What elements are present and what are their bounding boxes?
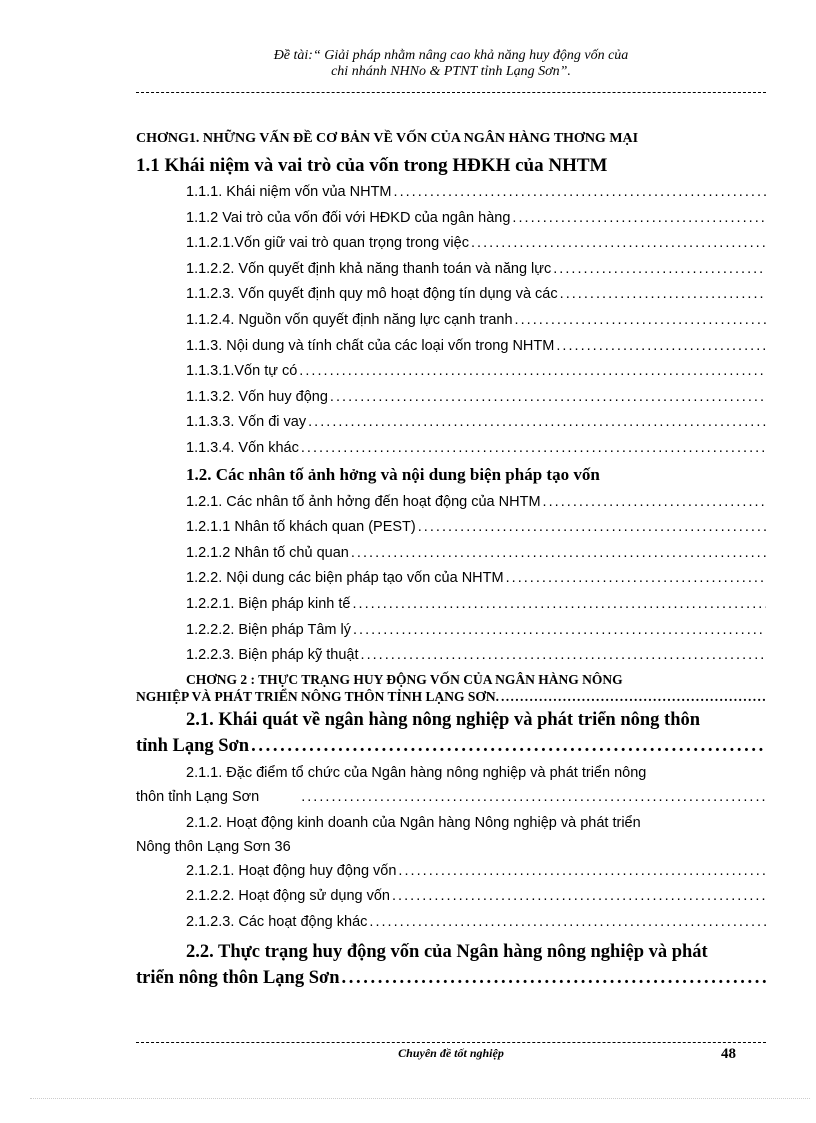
toc-entry: 2.1.2.2. Hoạt động sử dụng vốn . . . (136, 884, 766, 910)
toc-entry: 2.1.2.3. Các hoạt động khác . . . (136, 910, 766, 936)
section-1-1-heading: 1.1 Khái niệm và vai trò của vốn trong HĐKH của NHTM (136, 155, 608, 176)
header-divider (136, 92, 766, 93)
section-2-2-line-2: triển nông thôn Lạng Sơn . . . (136, 965, 766, 991)
item-2-1-1 (136, 761, 766, 809)
section-2-2-line-1: 2.2. Thực trạng huy động vốn của Ngân hàng nông nghiệp và phát (186, 942, 708, 963)
page-edge-divider (30, 1098, 810, 1099)
toc-entry: 1.1.3.1.Vốn tự có . . . (136, 359, 766, 385)
toc-entry: 1.2.2.2. Biện pháp Tâm lý . . . (136, 618, 766, 644)
toc-entry: 2.1.2.1. Hoạt động huy động vốn . . . (136, 859, 766, 885)
table-of-contents (136, 130, 766, 991)
item-2-1-2 (136, 811, 766, 859)
page-footer (136, 1046, 766, 1066)
toc-entry: 1.1.2.4. Nguồn vốn quyết định năng lực cạnh tranh . . . (136, 308, 766, 334)
page-header (136, 48, 766, 80)
toc-entry: 1.1.2 Vai trò của vốn đối với HĐKD của ngân hàng . . . (136, 206, 766, 232)
toc-entry: 1.2.1.1 Nhân tố khách quan (PEST) . . . (136, 515, 766, 541)
item-2-1-2-line-1: 2.1.2. Hoạt động kinh doanh của Ngân hàng Nông nghiệp và phát triển (186, 814, 641, 831)
section-1-2-list (136, 490, 766, 669)
footer-divider (136, 1042, 766, 1043)
page-number: 48 (721, 1046, 736, 1062)
toc-entry: 1.2.2.3. Biện pháp kỹ thuật . . . (136, 643, 766, 669)
section-2-1-line-1: 2.1. Khái quát về ngân hàng nông nghiệp và phát triển nông thôn (186, 709, 701, 730)
toc-entry: 1.2.2.1. Biện pháp kinh tế . . . (136, 592, 766, 618)
chapter-2-title-line-2: NGHIỆP VÀ PHÁT TRIỂN NÔNG THÔN TỈNH LẠNG SƠN. . . . (136, 688, 766, 705)
toc-entry: 1.2.1. Các nhân tố ảnh hởng đến hoạt động của NHTM . . . (136, 490, 766, 516)
toc-entry: 1.1.3.4. Vốn khác . . . (136, 436, 766, 462)
section-2-1-line-2: tỉnh Lạng Sơn . . . (136, 733, 766, 759)
section-1-1-list (136, 180, 766, 462)
toc-entry: 1.2.1.2 Nhân tố chủ quan . . . (136, 541, 766, 567)
section-2-2-heading (136, 939, 766, 991)
toc-entry: 1.1.3. Nội dung và tính chất của các loại vốn trong NHTM . . . (136, 334, 766, 360)
toc-entry: 1.1.3.3. Vốn đi vay . . . (136, 410, 766, 436)
item-2-1-2-line-2: Nông thôn Lạng Sơn 36 (136, 838, 291, 855)
section-1-2-heading: 1.2. Các nhân tố ảnh hởng và nội dung biện pháp tạo vốn (186, 464, 600, 484)
header-line-1: Đề tài:“ Giải pháp nhằm nâng cao khả năng huy động vốn của (273, 48, 629, 63)
toc-entry: 1.1.3.2. Vốn huy động . . . (136, 385, 766, 411)
section-2-1-2-list (136, 859, 766, 936)
item-2-1-1-line-2: thôn tỉnh Lạng Sơn . . . (136, 785, 766, 809)
chapter-1-title: CHƠNG1. NHỮNG VẤN ĐỀ CƠ BẢN VỀ VỐN CỦA NGÂN HÀNG THƠNG MẠI (136, 131, 639, 146)
item-2-1-1-line-1: 2.1.1. Đặc điểm tổ chức của Ngân hàng nông nghiệp và phát triển nông (186, 764, 647, 781)
footer-title: Chuyên đề tốt nghiệp (398, 1046, 504, 1060)
toc-entry: 1.1.2.3. Vốn quyết định quy mô hoạt động tín dụng và các . . . (136, 282, 766, 308)
toc-entry: 1.1.2.1.Vốn giữ vai trò quan trọng trong việc . . . (136, 231, 766, 257)
toc-entry: 1.2.2. Nội dung các biện pháp tạo vốn của NHTM . . . (136, 566, 766, 592)
toc-entry: 1.1.1. Khái niệm vốn vủa NHTM . . . (136, 180, 766, 206)
toc-entry: 1.1.2.2. Vốn quyết định khả năng thanh toán và năng lực . . . (136, 257, 766, 283)
header-line-2: chi nhánh NHNo & PTNT tỉnh Lạng Sơn”. (331, 64, 571, 79)
chapter-2-title-line-1: CHƠNG 2 : THỰC TRẠNG HUY ĐỘNG VỐN CỦA NGÂN HÀNG NÔNG (186, 671, 623, 687)
section-2-1-heading (136, 707, 766, 759)
chapter-2-title (136, 671, 766, 705)
